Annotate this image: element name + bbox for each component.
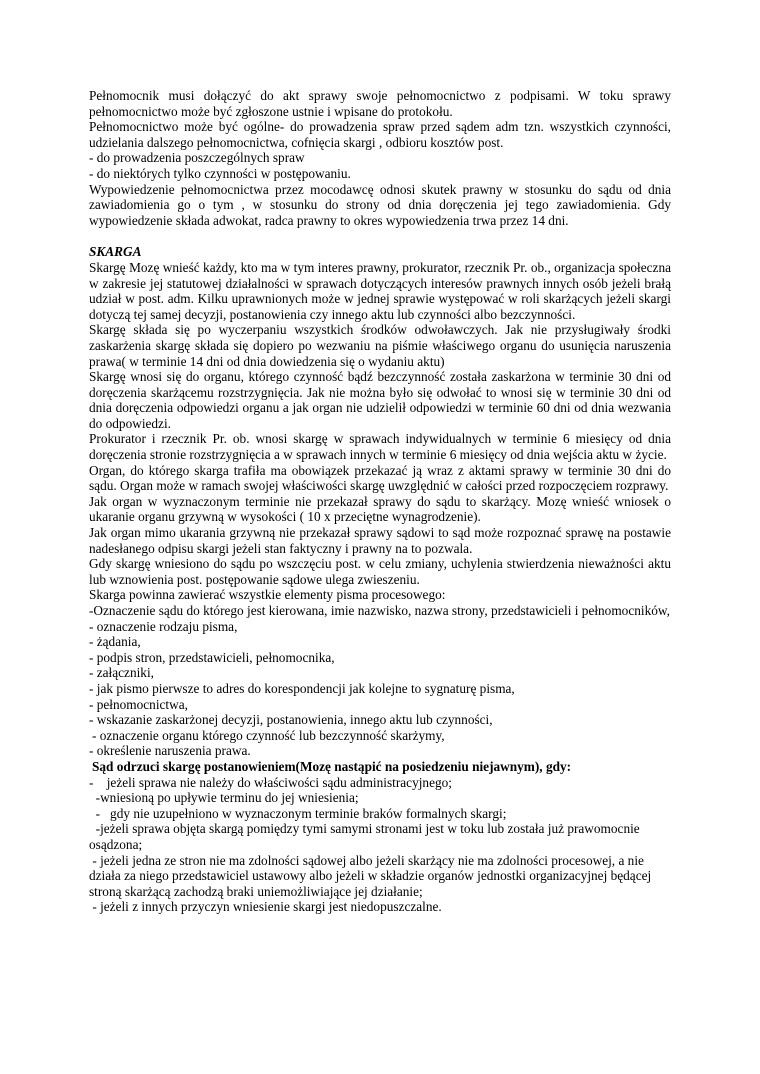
paragraph-prokurator: Prokurator i rzecznik Pr. ob. wnosi skargę w sprawach indywidualnych w terminie 6 miesięcy od dnia doręczenia stronie rozstrzygnięcia a w sprawach innych w terminie 6 miesięcy od dnia wejścia aktu w życie. bbox=[89, 431, 671, 463]
list-item: -Oznaczenie sądu do którego jest kierowana, imie nazwisko, nazwa strony, przedstawicieli i pełnomocników, bbox=[89, 603, 670, 618]
list-item: - oznaczenie organu którego czynność lub bezczynność skarżymy, bbox=[92, 727, 445, 743]
list-item: - jeżeli z innych przyczyn wniesienie skargi jest niedopuszczalne. bbox=[89, 899, 442, 915]
spacer bbox=[89, 228, 671, 244]
document-page bbox=[89, 88, 671, 915]
paragraph-elementy-pisma: Skarga powinna zawierać wszystkie elementy pisma procesowego: bbox=[89, 587, 446, 603]
list-item: - jak pismo pierwsze to adres do korespondencji jak kolejne to sygnaturę pisma, bbox=[89, 680, 515, 696]
paragraph-odrzucenie-skargi: Sąd odrzuci skargę postanowieniem(Mozę nastąpić na posiedzeniu niejawnym), gdy: bbox=[92, 758, 572, 774]
paragraph-odpis-skargi: Jak organ mimo ukarania grzywną nie przekazał sprawy sądowi to sąd może rozpoznać sprawę na postawie nadesłanego odpisu skargi jeżeli stan faktyczny i prawny na to pozwala. bbox=[89, 525, 671, 556]
list-item: - załączniki, bbox=[89, 665, 154, 681]
paragraph-pelnomocnictwo-ogolne: Pełnomocnictwo może być ogólne- do prowadzenia spraw przed sądem adm tzn. wszystkich czynności, udzielania dalszego pełnomocnictwa, cofnięcia skargi , odbioru kosztów post. bbox=[89, 119, 671, 150]
list-item: - żądania, bbox=[89, 634, 141, 650]
list-item: - do prowadzenia poszczególnych spraw bbox=[89, 150, 305, 166]
paragraph-obowiazek-organu: Organ, do którego skarga trafiła ma obowiązek przekazać ją wraz z aktami sprawy w terminie 30 dni do sądu. Organ może w ramach swojej właściwości skargę uwzględnić w całości przed rozpoczęciem rozprawy. bbox=[89, 462, 671, 494]
list-item: - określenie naruszenia prawa. bbox=[89, 743, 251, 759]
list-item: - jeżeli sprawa nie należy do właściwości sądu administracyjnego; bbox=[89, 774, 452, 790]
list-item: -wniesioną po upływie terminu do jej wniesienia; bbox=[89, 790, 359, 806]
paragraph-termin-wniesienia: Skargę wnosi się do organu, którego czynność bądź bezczynność została zaskarżona w terminie 30 dni od doręczenia skarżącemu rozstrzygnięcia. Jak nie można było się odwołać to wnosi się w terminie 30 dni od dnia doręczenia odpowiedzi organu a jak organ nie udzielił odpowiedzi w terminie 60 dni od dnia wezwania do odpowiedzi. bbox=[89, 369, 671, 431]
list-item: - do niektórych tylko czynności w postępowaniu. bbox=[89, 165, 351, 181]
list-item: - oznaczenie rodzaju pisma, bbox=[89, 618, 238, 634]
section-heading-skarga: SKARGA bbox=[89, 244, 142, 260]
list-item: - wskazanie zaskarżonej decyzji, postanowienia, innego aktu lub czynności, bbox=[89, 712, 493, 728]
paragraph-grzywna: Jak organ w wyznaczonym terminie nie przekazał sprawy do sądu to skarżący. Mozę wnieść wniosek o ukaranie organu grzywną w wysokości ( 10 x przeciętne wynagrodzenie). bbox=[89, 493, 671, 525]
list-item: -jeżeli sprawa objęta skargą pomiędzy tymi samymi stronami jest w toku lub została już prawomocnie osądzona; bbox=[89, 821, 644, 852]
list-item: - pełnomocnictwa, bbox=[89, 696, 188, 712]
paragraph-wyczerpanie-srodkow: Skargę składa się po wyczerpaniu wszystkich środków odwoławczych. Jak nie przysługiwały środki zaskarżenia skargę składa się dopiero po wezwaniu na piśmie właściwego organu do usunięcia naruszenia prawa( w terminie 14 dni od dnia dowiedzenia się o wydaniu aktu) bbox=[89, 322, 671, 369]
list-item: - podpis stron, przedstawicieli, pełnomocnika, bbox=[89, 649, 335, 665]
list-item: - gdy nie uzupełniono w wyznaczonym terminie braków formalnych skargi; bbox=[89, 805, 507, 821]
list-item: - jeżeli jedna ze stron nie ma zdolności sądowej albo jeżeli skarżący nie ma zdolności procesowej, a nie działa za niego przedstawiciel ustawowy albo jeżeli w składzie organów jednostki organizacyjnej będącej stroną skarżącą zachodzą braki uniemożliwiające jej działanie; bbox=[89, 852, 655, 899]
paragraph-wypowiedzenie: Wypowiedzenie pełnomocnictwa przez mocodawcę odnosi skutek prawny w stosunku do sądu od dnia zawiadomienia go o tym , w stosunku do strony od dnia doręczenia jej tego zawiadomienia. Gdy wypowiedzenie składa adwokat, radca prawny to okres wypowiedzenia trwa przez 14 dni. bbox=[89, 181, 671, 228]
paragraph-zawieszenie: Gdy skargę wniesiono do sądu po wszczęciu post. w celu zmiany, uchylenia stwierdzenia nieważności aktu lub wznowienia post. postępowanie sądowe ulega zwieszeniu. bbox=[89, 556, 671, 587]
paragraph-kto-wnosi: Skargę Mozę wnieść każdy, kto ma w tym interes prawny, prokurator, rzecznik Pr. ob., organizacja społeczna w zakresie jej statutowej działalności w sprawach dotyczących interesów prawnych innych osób jeżeli brałą udział w post. adm. Kilku uprawnionych może w jednej sprawie występować w roli skarżących jeżeli skargi dotyczą tej samej decyzji, postanowienia czy innego aktu lub czynności albo bezczynności. bbox=[89, 259, 671, 322]
paragraph-pelnomocnik: Pełnomocnik musi dołączyć do akt sprawy swoje pełnomocnictwo z podpisami. W toku sprawy pełnomocnictwo może być zgłoszone ustnie i wpisane do protokołu. bbox=[89, 88, 671, 119]
